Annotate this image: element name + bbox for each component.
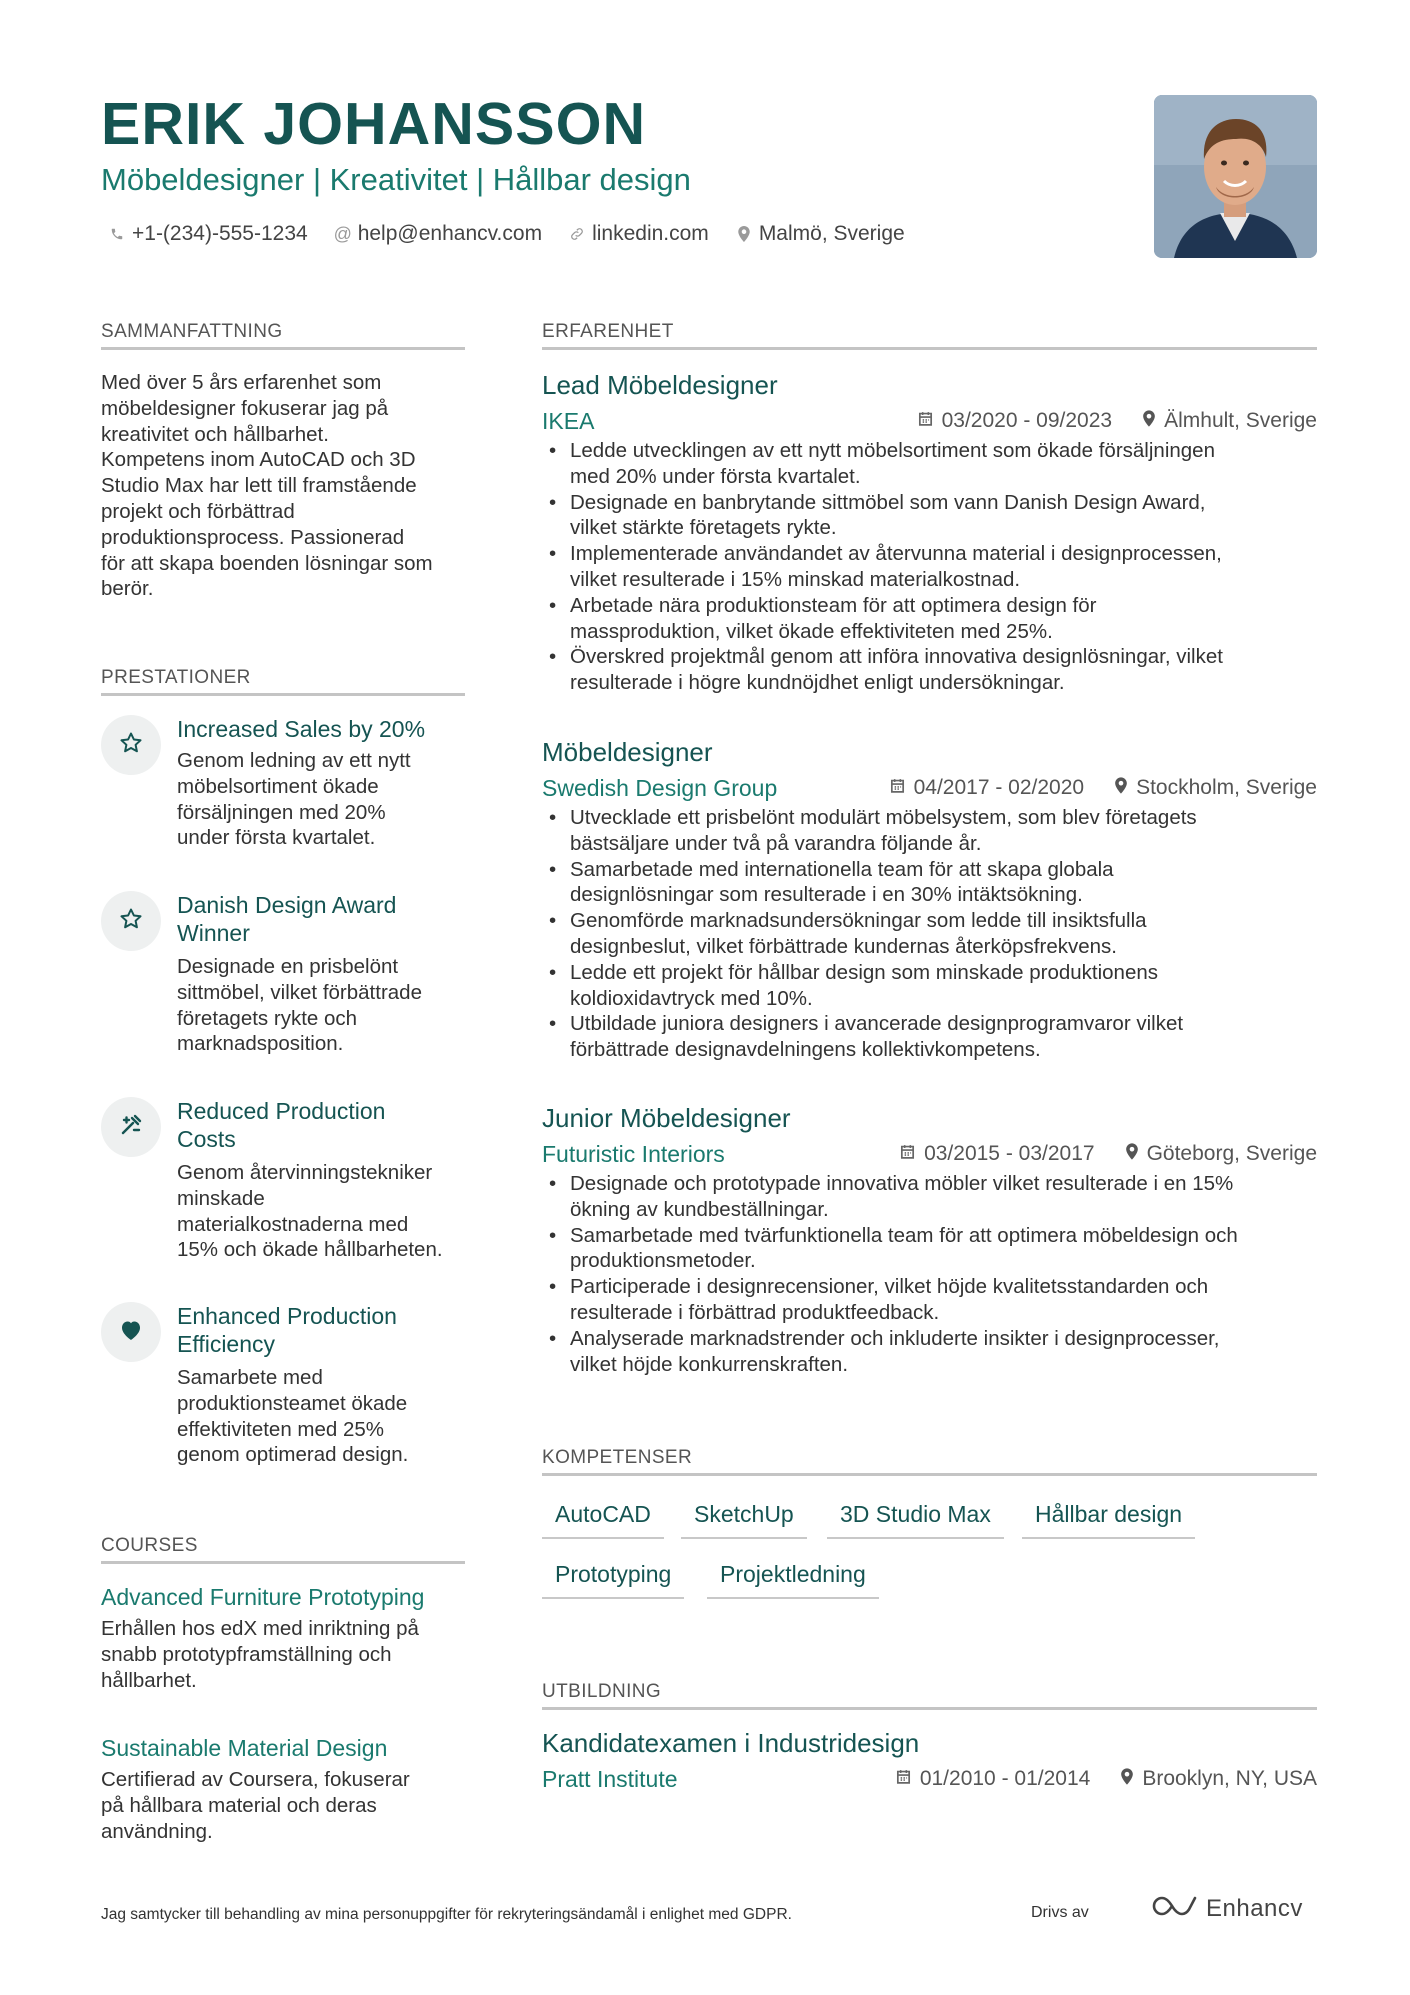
- summary-line: Studio Max har lett till framstående: [101, 474, 417, 498]
- achievement-desc-line: Genom återvinningstekniker: [177, 1161, 433, 1184]
- education-dates: [895, 1762, 1090, 1796]
- job-bullet: • Överskred projektmål genom att införa innovativa designlösningar, vilket resulterade i högre kundnöjdhet enligt undersökningar.: [542, 644, 1317, 696]
- summary-line: kreativitet och hållbarhet.: [101, 422, 329, 446]
- heart-icon: [119, 1319, 143, 1346]
- achievement-desc-line: Designade en prisbelönt: [177, 955, 399, 978]
- achievement-title-line: Reduced Production: [177, 1098, 386, 1124]
- courses-heading: COURSES: [101, 1535, 198, 1556]
- summary-text: [101, 370, 471, 602]
- job-title: Möbeldesigner: [542, 737, 713, 767]
- achievement-title: [177, 1097, 477, 1153]
- contact-location: [735, 219, 905, 249]
- school-name: Pratt Institute: [542, 1766, 678, 1792]
- calendar-icon: [889, 771, 906, 805]
- achievement-desc-line: 15% och ökade hållbarheten.: [177, 1238, 443, 1262]
- phone-icon: [108, 225, 126, 243]
- enhancv-logo[interactable]: [1150, 1894, 1303, 1923]
- job-location-text: Stockholm, Sverige: [1136, 776, 1317, 799]
- education-heading: UTBILDNING: [542, 1681, 662, 1702]
- achievement-title: [177, 891, 477, 947]
- job-meta: [917, 404, 1317, 438]
- star-icon: [119, 907, 143, 936]
- job-bullet: • Samarbetade med tvärfunktionella team för att optimera möbeldesign och produktionsmetoder.: [542, 1223, 1317, 1275]
- education-dates-text: 01/2010 - 01/2014: [919, 1767, 1091, 1790]
- job-bullet: • Utbildade juniora designers i avancerade designprogramvaror vilket förbättrade designavdelningens kollektivkompetens.: [542, 1011, 1317, 1063]
- achievement-desc-line: materialkostnaderna med: [177, 1212, 409, 1236]
- job-bullets: [542, 1171, 1317, 1377]
- achievement-title-line: Winner: [177, 920, 250, 946]
- achievement-title-line: Danish Design Award: [177, 892, 397, 918]
- achievement-item: [101, 1302, 471, 1472]
- job-location-text: Älmhult, Sverige: [1164, 409, 1317, 432]
- candidate-name: ERIK JOHANSSON: [101, 91, 647, 157]
- calendar-icon: [895, 1762, 912, 1796]
- job-entry: [542, 368, 1317, 696]
- course-description: [101, 1616, 461, 1693]
- achievement-desc-line: marknadsposition.: [177, 1032, 344, 1056]
- achievement-desc-line: Genom ledning av ett nytt: [177, 749, 411, 772]
- location-pin-icon: [1142, 404, 1156, 438]
- summary-line: berör.: [101, 577, 154, 601]
- achievement-title: [177, 715, 477, 743]
- location-pin-icon: [1120, 1762, 1134, 1796]
- achievement-desc-line: under första kvartalet.: [177, 826, 376, 850]
- achievement-item: [101, 1097, 471, 1267]
- achievement-description: [177, 954, 477, 1057]
- achievement-description: [177, 1160, 477, 1263]
- course-desc-line: användning.: [101, 1819, 213, 1843]
- course-title: Advanced Furniture Prototyping: [101, 1584, 425, 1610]
- job-bullet: • Samarbetade med internationella team för att skapa globala designlösningar som resulterade i en 30% intäktsökning.: [542, 857, 1317, 909]
- job-bullet: • Implementerade användandet av återvunna material i designprocessen, vilket resulterade i 15% minskad materialkostnad.: [542, 541, 1317, 593]
- job-location: [1114, 771, 1317, 805]
- achievement-desc-line: försäljningen med 20%: [177, 800, 386, 824]
- experience-divider: [542, 347, 1317, 350]
- job-dates: [899, 1137, 1094, 1171]
- job-bullets: [542, 805, 1317, 1063]
- enhancv-logo-icon: [1150, 1894, 1198, 1923]
- job-meta: [889, 771, 1317, 805]
- education-divider: [542, 1707, 1317, 1710]
- location-pin-icon: [1114, 771, 1128, 805]
- profile-photo: [1154, 95, 1317, 258]
- achievement-badge: [101, 1302, 161, 1362]
- education-location-text: Brooklyn, NY, USA: [1142, 1767, 1317, 1790]
- job-meta-row: [542, 404, 1317, 438]
- job-dates-text: 04/2017 - 02/2020: [913, 776, 1085, 799]
- contact-location-text: Malmö, Sverige: [758, 222, 905, 245]
- enhancv-logo-text: Enhancv: [1206, 1894, 1303, 1922]
- contact-email[interactable]: [334, 219, 542, 249]
- achievement-badge: [101, 1097, 161, 1157]
- calendar-icon: [899, 1137, 916, 1171]
- summary-line: för att skapa boenden lösningar som: [101, 551, 433, 575]
- achievement-description: [177, 1365, 477, 1468]
- job-bullets: [542, 438, 1317, 696]
- achievements-heading: PRESTATIONER: [101, 667, 251, 688]
- summary-heading: SAMMANFATTNING: [101, 321, 283, 342]
- course-desc-line: hållbarhet.: [101, 1668, 197, 1692]
- location-pin-icon: [1125, 1137, 1139, 1171]
- skill-tag: Hållbar design: [1022, 1499, 1195, 1539]
- job-company: IKEA: [542, 408, 595, 434]
- achievement-title-line: Increased Sales by 20%: [177, 716, 426, 742]
- achievement-title-line: Efficiency: [177, 1331, 276, 1357]
- summary-line: möbeldesigner fokuserar jag på: [101, 396, 389, 420]
- job-company: Futuristic Interiors: [542, 1141, 725, 1167]
- contact-linkedin-text: linkedin.com: [592, 222, 709, 245]
- job-dates-text: 03/2020 - 09/2023: [941, 409, 1113, 432]
- achievement-desc-line: möbelsortiment ökade: [177, 774, 379, 798]
- achievements-divider: [101, 693, 465, 696]
- tools-icon: [119, 1113, 143, 1142]
- course-desc-line: Certifierad av Coursera, fokuserar: [101, 1768, 410, 1791]
- star-icon: [119, 731, 143, 760]
- achievement-title: [177, 1302, 477, 1358]
- job-bullet: • Participerade i designrecensioner, vilket höjde kvalitetsstandarden och resulterade i förbättrad produktfeedback.: [542, 1274, 1317, 1326]
- skill-tag: 3D Studio Max: [827, 1499, 1004, 1539]
- job-location-text: Göteborg, Sverige: [1146, 1142, 1317, 1165]
- job-title: Lead Möbeldesigner: [542, 370, 778, 400]
- candidate-tagline: Möbeldesigner | Kreativitet | Hållbar design: [101, 162, 691, 197]
- courses-divider: [101, 1561, 465, 1564]
- achievement-title-line: Enhanced Production: [177, 1303, 397, 1329]
- job-company: Swedish Design Group: [542, 775, 778, 801]
- job-entry: [542, 1101, 1317, 1377]
- course-description: [101, 1767, 461, 1844]
- job-bullet: • Ledde utvecklingen av ett nytt möbelsortiment som ökade försäljningen med 20% under första kvartalet.: [542, 438, 1317, 490]
- summary-line: projekt och förbättrad: [101, 499, 295, 523]
- calendar-icon: [917, 404, 934, 438]
- achievement-desc-line: genom optimerad design.: [177, 1443, 409, 1467]
- achievement-desc-line: sittmöbel, vilket förbättrade: [177, 980, 422, 1004]
- job-meta-row: [542, 771, 1317, 805]
- link-icon: [568, 225, 586, 243]
- job-bullet: • Genomförde marknadsundersökningar som ledde till insiktsfulla designbeslut, vilket förbättrade kundernas återköpsfrekvens.: [542, 908, 1317, 960]
- achievement-badge: [101, 891, 161, 951]
- course-item: [101, 1582, 481, 1693]
- experience-heading: ERFARENHET: [542, 321, 674, 342]
- education-entry: [542, 1726, 1317, 1796]
- course-title: Sustainable Material Design: [101, 1735, 388, 1761]
- job-bullet: • Designade och prototypade innovativa möbler vilket resulterade i en 15% ökning av kundbeställningar.: [542, 1171, 1317, 1223]
- job-dates-text: 03/2015 - 03/2017: [924, 1142, 1095, 1165]
- job-bullet: • Utvecklade ett prisbelönt modulärt möbelsystem, som blev företagets bästsäljare under två på varandra följande år.: [542, 805, 1317, 857]
- job-entry: [542, 735, 1317, 1063]
- course-desc-line: Erhållen hos edX med inriktning på: [101, 1617, 419, 1640]
- summary-divider: [101, 347, 465, 350]
- job-bullet: • Analyserade marknadstrender och inkluderte insikter i designprocesser, vilket höjde konkurrenskraften.: [542, 1326, 1317, 1378]
- education-location: [1120, 1762, 1317, 1796]
- achievement-desc-line: Samarbete med: [177, 1366, 323, 1389]
- job-location: [1142, 404, 1317, 438]
- achievement-desc-line: produktionsteamet ökade: [177, 1391, 408, 1415]
- job-dates: [917, 404, 1112, 438]
- job-title: Junior Möbeldesigner: [542, 1103, 791, 1133]
- education-meta-row: [542, 1762, 1317, 1796]
- at-icon: @: [333, 224, 352, 244]
- location-pin-icon: [735, 225, 753, 243]
- achievement-item: [101, 715, 471, 855]
- job-bullet: • Designade en banbrytande sittmöbel som vann Danish Design Award, vilket stärkte företagets rykte.: [542, 490, 1317, 542]
- job-meta-row: [542, 1137, 1317, 1171]
- achievement-description: [177, 748, 477, 851]
- powered-by-label: Drivs av: [1031, 1904, 1089, 1921]
- education-meta: [895, 1762, 1317, 1796]
- course-desc-line: snabb prototypframställning och: [101, 1642, 392, 1666]
- contact-bar: [108, 219, 905, 249]
- skill-tag: Projektledning: [707, 1559, 879, 1599]
- contact-phone[interactable]: [108, 219, 308, 249]
- job-dates: [889, 771, 1084, 805]
- achievement-item: [101, 891, 471, 1061]
- achievement-desc-line: företagets rykte och: [177, 1006, 358, 1030]
- job-meta: [899, 1137, 1317, 1171]
- summary-line: Kompetens inom AutoCAD och 3D: [101, 448, 416, 472]
- gdpr-consent: Jag samtycker till behandling av mina personuppgifter för rekryteringsändamål i enlighet med GDPR.: [101, 1906, 792, 1923]
- skill-tag: SketchUp: [681, 1499, 807, 1539]
- summary-line: produktionsprocess. Passionerad: [101, 525, 405, 549]
- degree-title: Kandidatexamen i Industridesign: [542, 1728, 920, 1758]
- skill-tag: AutoCAD: [542, 1499, 664, 1539]
- skills-heading: KOMPETENSER: [542, 1447, 693, 1468]
- contact-email-text: help@enhancv.com: [357, 222, 543, 245]
- achievement-desc-line: minskade: [177, 1186, 265, 1210]
- contact-linkedin[interactable]: [568, 219, 709, 249]
- job-bullet: • Ledde ett projekt för hållbar design som minskade produktionens koldioxidavtryck med 10%.: [542, 960, 1317, 1012]
- course-item: [101, 1733, 481, 1844]
- skill-tag: Prototyping: [542, 1559, 684, 1599]
- skills-divider: [542, 1473, 1317, 1476]
- course-desc-line: på hållbara material och deras: [101, 1793, 377, 1817]
- summary-line: Med över 5 års erfarenhet som: [101, 371, 382, 394]
- achievement-badge: [101, 715, 161, 775]
- job-location: [1125, 1137, 1317, 1171]
- job-bullet: • Arbetade nära produktionsteam för att optimera design för massproduktion, vilket ökade effektiviteten med 25%.: [542, 593, 1317, 645]
- contact-phone-text: +1-(234)-555-1234: [132, 222, 308, 245]
- achievement-desc-line: effektiviteten med 25%: [177, 1417, 385, 1441]
- achievement-title-line: Costs: [177, 1126, 236, 1152]
